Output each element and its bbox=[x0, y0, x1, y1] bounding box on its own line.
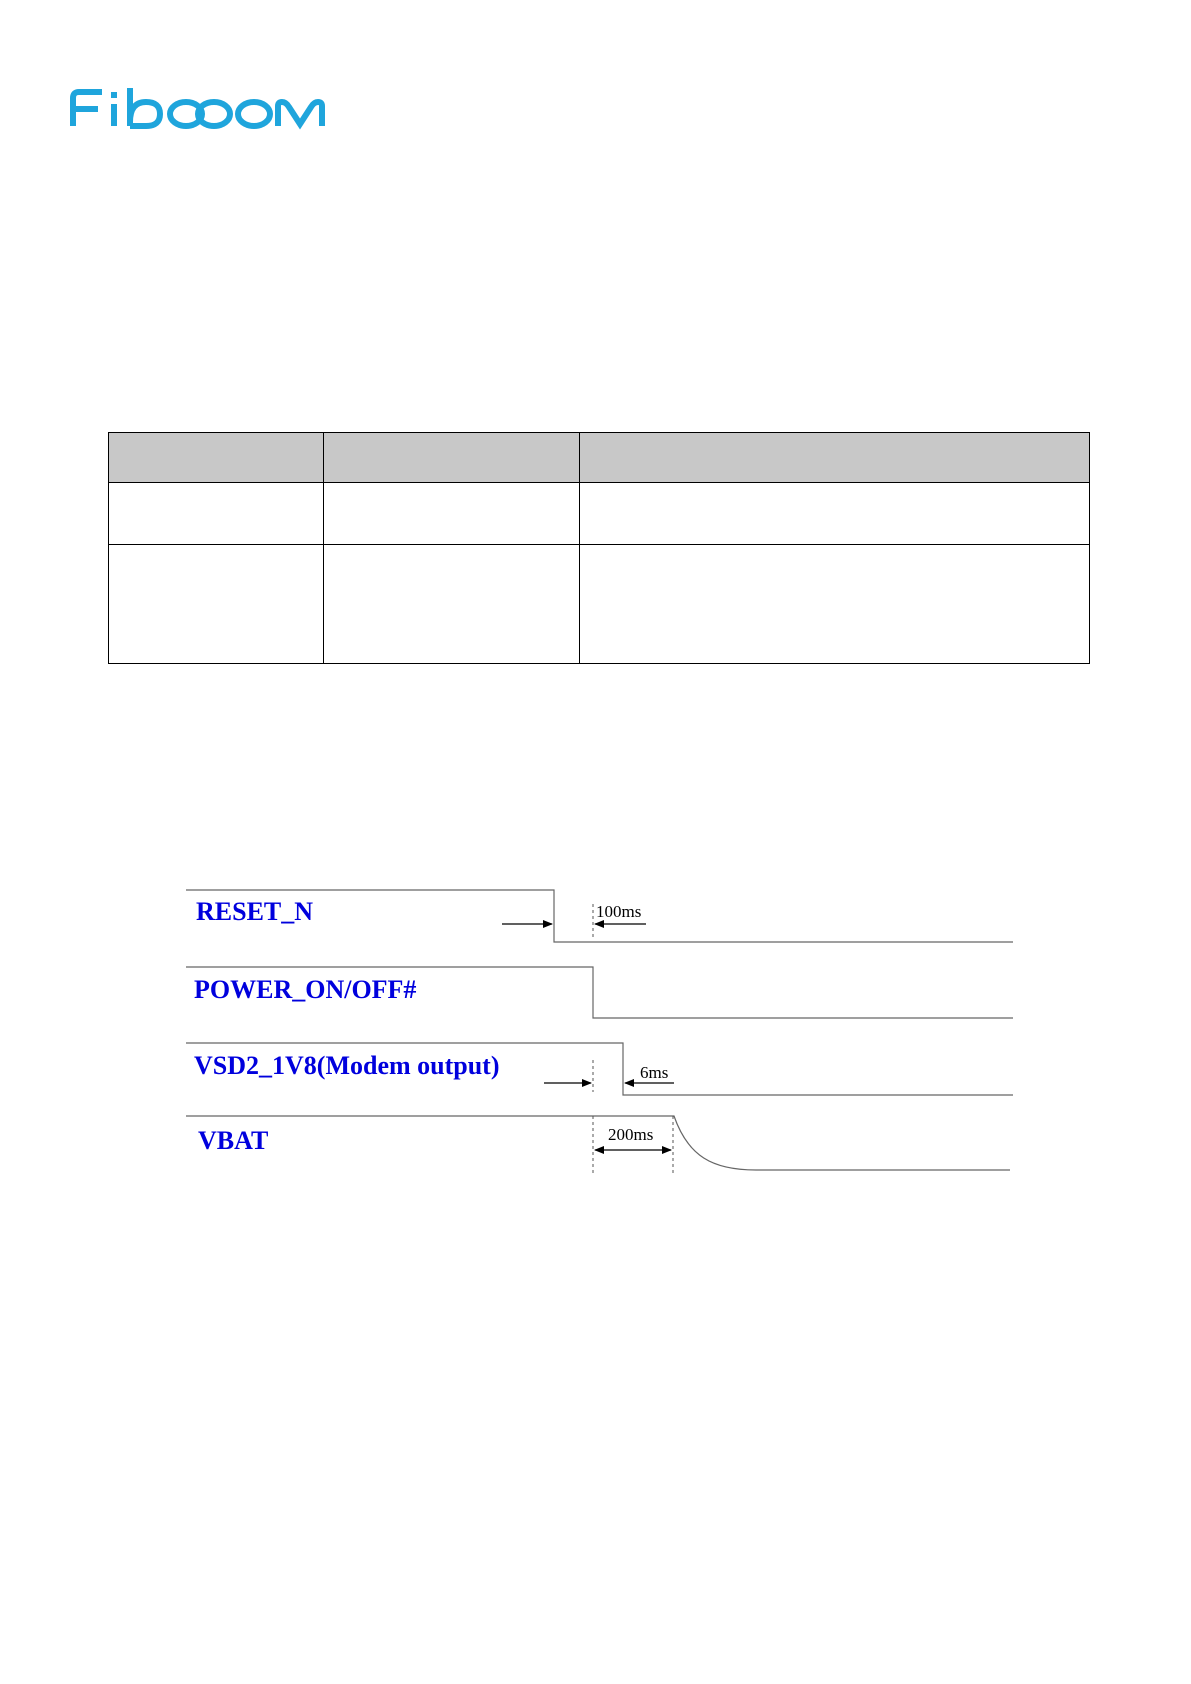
table-cell bbox=[109, 545, 324, 664]
table-cell bbox=[580, 483, 1090, 545]
timing-diagram-svg bbox=[160, 870, 1060, 1190]
timing-label-6ms: 6ms bbox=[640, 1063, 669, 1082]
table-header-row bbox=[109, 433, 1090, 483]
table-cell bbox=[109, 483, 324, 545]
table-cell bbox=[324, 545, 580, 664]
signal-label-power-on-off: POWER_ON/OFF# bbox=[194, 975, 417, 1004]
vbat-waveform bbox=[186, 1116, 1010, 1170]
table-row bbox=[109, 483, 1090, 545]
info-table bbox=[108, 432, 1090, 664]
table-row bbox=[109, 545, 1090, 664]
signal-label-vsd2-1v8: VSD2_1V8(Modem output) bbox=[194, 1051, 500, 1080]
timing-label-100ms: 100ms bbox=[596, 902, 642, 921]
fibocom-logo-graphic bbox=[68, 84, 338, 134]
fibocom-logo bbox=[68, 84, 338, 134]
table-cell bbox=[580, 545, 1090, 664]
table-header-cell bbox=[109, 433, 324, 483]
signal-label-reset-n: RESET_N bbox=[196, 897, 314, 926]
signal-label-vbat: VBAT bbox=[198, 1126, 269, 1155]
table-header-cell bbox=[324, 433, 580, 483]
timing-label-200ms: 200ms bbox=[608, 1125, 654, 1144]
power-off-timing-diagram bbox=[160, 870, 1060, 1190]
table-header-cell bbox=[580, 433, 1090, 483]
table-cell bbox=[324, 483, 580, 545]
